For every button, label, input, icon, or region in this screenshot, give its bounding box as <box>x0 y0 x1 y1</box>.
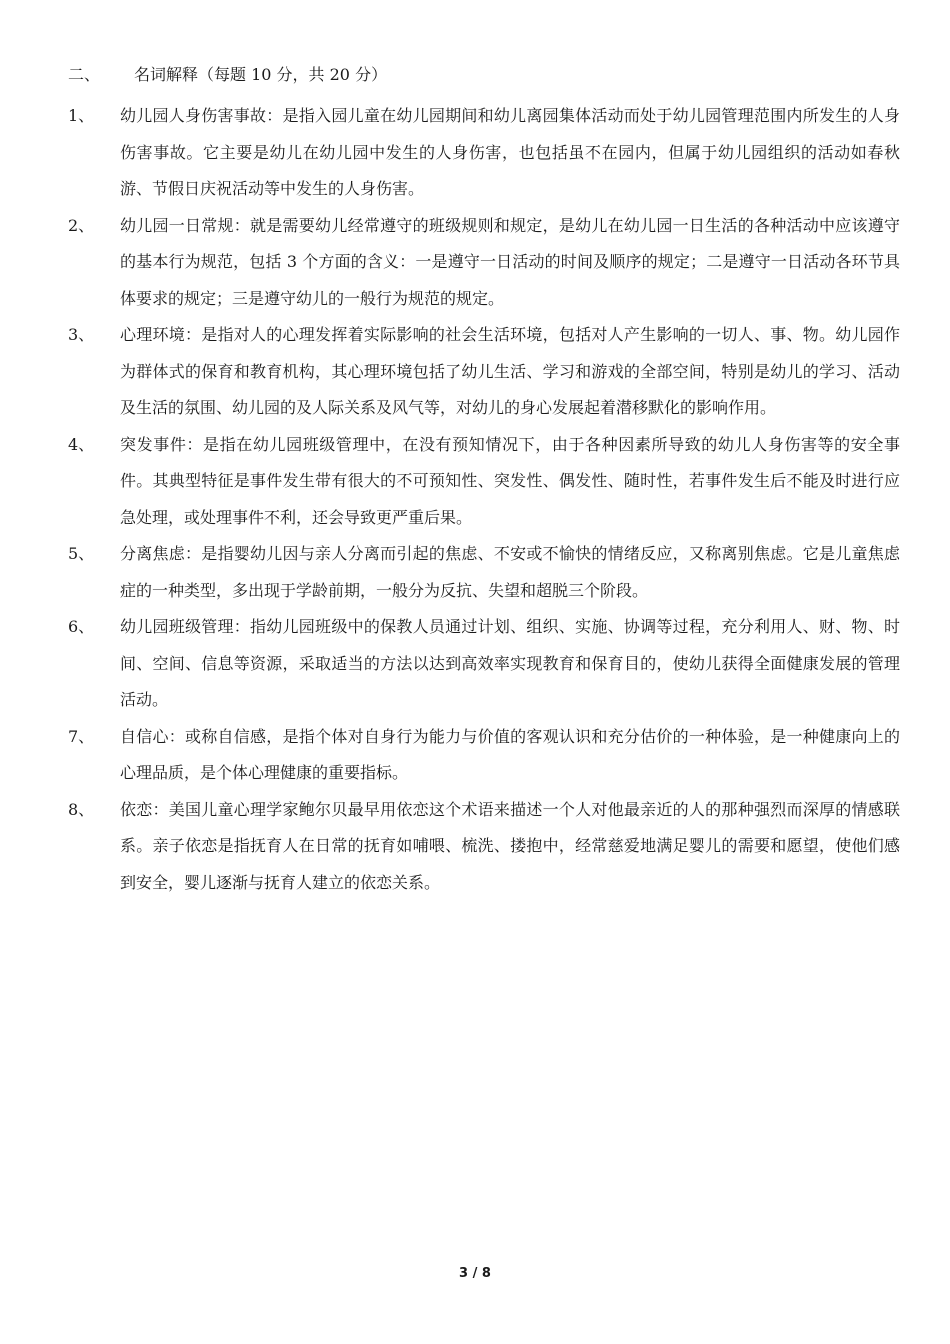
page-number: 3 / 8 <box>459 1266 491 1281</box>
item-number: 6、 <box>68 617 95 636</box>
definition-item <box>68 98 900 208</box>
item-number: 8、 <box>68 799 95 819</box>
definition-item <box>68 208 900 318</box>
definition-item <box>68 536 900 609</box>
item-text: 分离焦虑：是指婴幼儿因与亲人分离而引起的焦虑、不安或不愉快的情绪反应，又称离别焦虑。它是儿童焦虑症的一种类型，多出现于学龄前期，一般分为反抗、失望和超脱三个阶段。 <box>120 544 900 600</box>
definition-item <box>68 609 900 719</box>
item-text: 依恋：美国儿童心理学家鲍尔贝最早用依恋这个术语来描述一个人对他最亲近的人的那种强烈而深厚的情感联系。亲子依恋是指抚育人在日常的抚育如哺喂、梳洗、搂抱中，经常慈爱地满足婴儿的需要和愿望，使他们感到安全，婴儿逐渐与抚育人建立的依恋关系。 <box>120 799 900 892</box>
item-number: 2、 <box>68 215 95 235</box>
item-number: 1、 <box>68 106 95 125</box>
item-number: 7、 <box>68 726 95 746</box>
item-number: 4、 <box>68 434 95 454</box>
section-heading <box>68 62 387 88</box>
item-number: 5、 <box>68 544 95 563</box>
definition-item <box>68 719 900 792</box>
item-number: 3、 <box>68 325 95 344</box>
section-title: 名词解释（每题 10 分，共 20 分） <box>134 65 388 84</box>
item-text: 自信心：或称自信感，是指个体对自身行为能力与价值的客观认识和充分估价的一种体验，是一种健康向上的心理品质，是个体心理健康的重要指标。 <box>120 726 900 782</box>
item-text: 幼儿园人身伤害事故：是指入园儿童在幼儿园期间和幼儿离园集体活动而处于幼儿园管理范围内所发生的人身伤害事故。它主要是幼儿在幼儿园中发生的人身伤害，也包括虽不在园内，但属于幼儿园组织的活动如春秋游、节假日庆祝活动等中发生的人身伤害。 <box>120 106 900 198</box>
item-text: 幼儿园一日常规：就是需要幼儿经常遵守的班级规则和规定，是幼儿在幼儿园一日生活的各种活动中应该遵守的基本行为规范，包括 3 个方面的含义：一是遵守一日活动的时间及顺序的规定；二是遵守一日活动各环节具体要求的规定；三是遵守幼儿的一般行为规范的规定。 <box>120 215 900 308</box>
section-number: 二、 <box>68 65 101 84</box>
definition-item <box>68 317 900 427</box>
definition-list <box>68 98 900 901</box>
item-text: 心理环境：是指对人的心理发挥着实际影响的社会生活环境，包括对人产生影响的一切人、事、物。幼儿园作为群体式的保育和教育机构，其心理环境包括了幼儿生活、学习和游戏的全部空间，特别是幼儿的学习、活动及生活的氛围、幼儿园的及人际关系及风气等，对幼儿的身心发展起着潜移默化的影响作用。 <box>120 325 900 417</box>
item-text: 突发事件：是指在幼儿园班级管理中，在没有预知情况下，由于各种因素所导致的幼儿人身伤害等的安全事件。其典型特征是事件发生带有很大的不可预知性、突发性、偶发性、随时性，若事件发生后不能及时进行应急处理，或处理事件不利，还会导致更严重后果。 <box>120 434 900 527</box>
definition-item <box>68 792 900 902</box>
definition-item <box>68 427 900 537</box>
item-text: 幼儿园班级管理：指幼儿园班级中的保教人员通过计划、组织、实施、协调等过程，充分利用人、财、物、时间、空间、信息等资源，采取适当的方法以达到高效率实现教育和保育目的，使幼儿获得全面健康发展的管理活动。 <box>120 617 900 709</box>
